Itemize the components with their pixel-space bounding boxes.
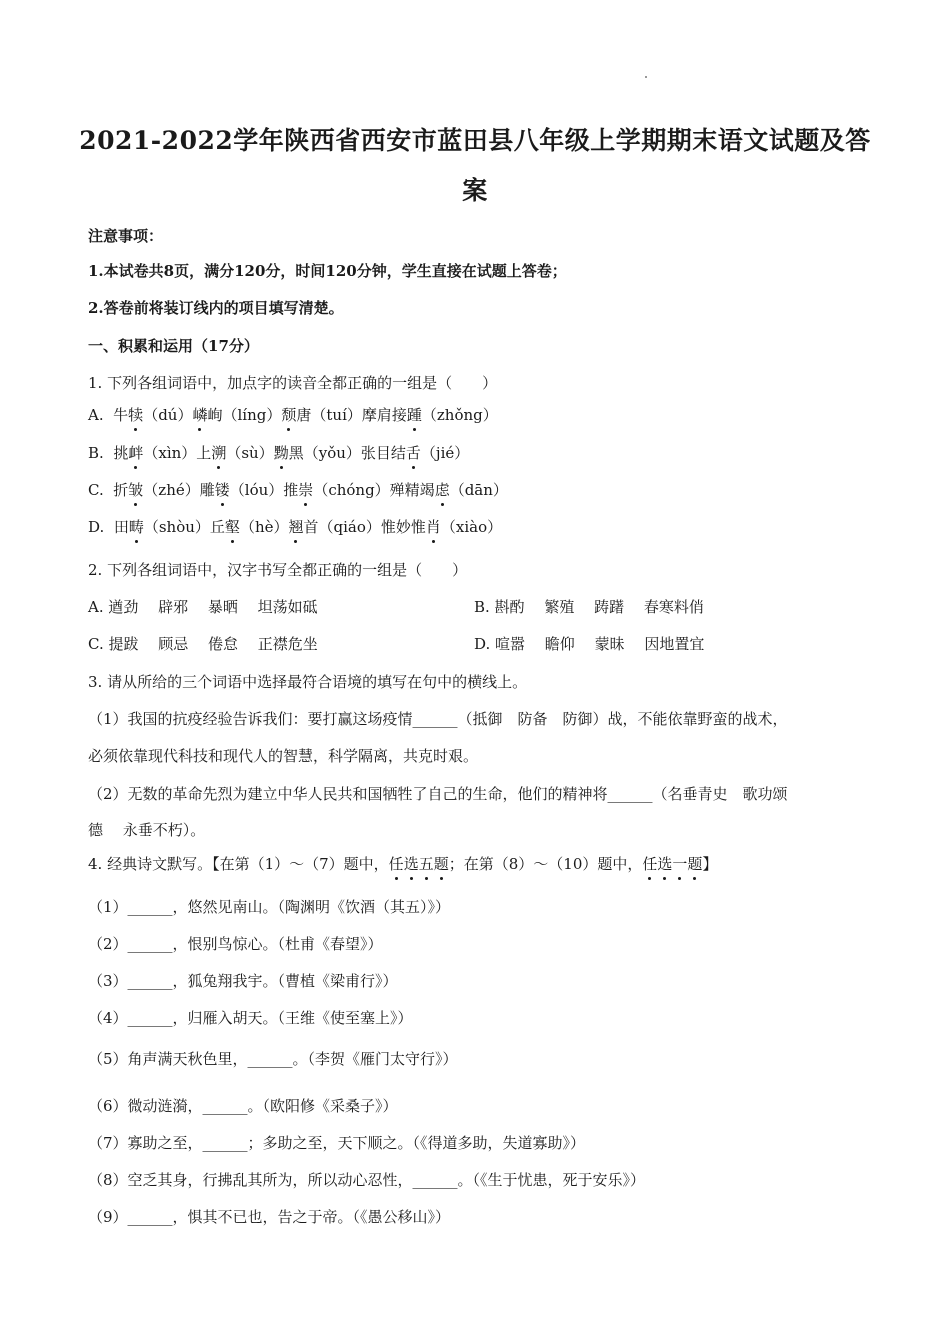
pinyin: （dú） [143,406,193,424]
dotted-char: 一 [672,855,688,873]
question-1-option-a [88,404,498,426]
dotted-char: 虑 [434,481,450,499]
pinyin: （zhǒng） [421,406,498,424]
pinyin: （sù） [226,444,274,462]
question-3-part2-line1: （2）无数的革命先烈为建立中华人民共和国牺牲了自己的生命，他们的精神将______（名垂青史 歌功颂 [88,785,788,803]
question-3-stem: 3. 请从所给的三个词语中选择最符合语境的填写在句中的横线上。 [88,673,528,691]
stem-text: 】 [702,855,718,873]
question-1-option-b [88,442,469,464]
recitation-item-8: （8）空乏其身，行拂乱其所为，所以动心忍性，______。（《生于忧患，死于安乐》） [88,1171,646,1189]
dotted-char: 任 [388,855,404,873]
word-text: 摩肩接 [361,406,407,424]
dotted-char: 崇 [298,481,314,499]
recitation-item-2: （2）______，恨别鸟惊心。（杜甫《春望》） [88,935,383,953]
pinyin: （yǒu） [303,444,361,462]
word-text: 牛 [113,406,129,424]
question-2-option-d: D. 喧嚣 瞻仰 蒙昧 因地置宜 [474,635,705,653]
question-1-option-c [88,479,508,501]
word-text: 折 [113,481,129,499]
question-1-option-d [88,516,502,538]
section-heading: 一、积累和运用（17分） [88,337,259,355]
dotted-char: 镂 [214,481,230,499]
emphasis-choose-five [389,855,449,873]
option-label: A. [88,406,104,424]
question-3-part2-line2: 德 永垂不朽）。 [88,821,206,839]
dotted-char: 衅 [128,444,144,462]
pinyin: （qiáo） [318,518,381,536]
pinyin: （xìn） [143,444,197,462]
pinyin: （lóu） [229,481,284,499]
question-3-part1-line1: （1）我国的抗疫经验告诉我们：要打赢这场疫情______（抵御 防备 防御）战，不能依靠野蛮的战术， [88,710,788,728]
pinyin: （jié） [420,444,470,462]
dotted-char: 畴 [128,518,144,536]
recitation-item-3: （3）______，狐兔翔我宇。（曹植《梁甫行》） [88,972,398,990]
dotted-char: 题 [687,855,703,873]
question-2-option-c: C. 提跋 顾忌 倦怠 正襟危坐 [88,635,318,653]
dotted-char: 翘 [288,518,304,536]
pinyin: （tuí） [311,406,362,424]
notice-heading: 注意事项： [88,227,164,245]
pinyin: （hè） [239,518,289,536]
stem-text: 4. 经典诗文默写。【在第（1）～（7）题中， [88,855,389,873]
dotted-char: 黝 [273,444,289,462]
question-1-stem: 1. 下列各组词语中，加点字的读音全都正确的一组是（ ） [88,374,498,392]
word-text: 挑 [113,444,129,462]
document-title-line2: 案 [462,176,488,205]
word-text: 黑 [288,444,304,462]
pinyin: （dān） [449,481,508,499]
dotted-char: 颓 [281,406,297,424]
dotted-char: 皱 [128,481,144,499]
stem-text: ；在第（8）～（10）题中， [448,855,643,873]
pinyin: （chóng） [313,481,390,499]
dotted-char: 任 [642,855,658,873]
notice-item-2: 2.答卷前将装订线内的项目填写清楚。 [88,299,344,317]
word-text: 上 [196,444,212,462]
word-text: 唐 [296,406,312,424]
pinyin: （líng） [222,406,282,424]
dotted-char: 题 [433,855,449,873]
option-label: C. [88,481,104,499]
word-text: 田 [113,518,129,536]
pinyin: （zhé） [143,481,200,499]
recitation-item-9: （9）______，惧其不已也，告之于帝。（《愚公移山》） [88,1208,451,1226]
word-text: 惟妙惟 [380,518,426,536]
word-text: 张目结 [360,444,406,462]
notice-item-1: 1.本试卷共8页，满分120分，时间120分钟，学生直接在试题上答卷； [88,262,567,280]
word-text: 殚精竭 [389,481,435,499]
option-label: D. [88,518,105,536]
scan-speck [645,76,647,78]
word-text: 首 [303,518,319,536]
dotted-char: 肖 [425,518,441,536]
recitation-item-6: （6）微动涟漪，______。（欧阳修《采桑子》） [88,1097,398,1115]
dotted-char: 舌 [405,444,421,462]
dotted-char: 选 [403,855,419,873]
question-3-part1-line2: 必须依靠现代科技和现代人的智慧，科学隔离，共克时艰。 [88,747,479,765]
word-text: 丘 [209,518,225,536]
word-text: 峋 [207,406,223,424]
dotted-char: 犊 [128,406,144,424]
option-label: B. [88,444,104,462]
dotted-char: 壑 [224,518,240,536]
question-2-option-b: B. 斟酌 繁殖 踌躇 春寒料俏 [474,598,704,616]
recitation-item-4: （4）______，归雁入胡天。（王维《使至塞上》） [88,1009,413,1027]
dotted-char: 溯 [211,444,227,462]
dotted-char: 五 [418,855,434,873]
question-2-option-a: A. 遒劲 辟邪 暴晒 坦荡如砥 [88,598,318,616]
pinyin: （xiào） [440,518,503,536]
question-2-stem: 2. 下列各组词语中，汉字书写全都正确的一组是（ ） [88,561,468,579]
dotted-char: 嶙 [192,406,208,424]
pinyin: （shòu） [143,518,210,536]
dotted-char: 踵 [406,406,422,424]
recitation-item-5: （5）角声满天秋色里，______。（李贺《雁门太守行》） [88,1050,458,1068]
question-4-stem [88,853,717,875]
dotted-char: 选 [657,855,673,873]
document-title-line1: 2021-2022学年陕西省西安市蓝田县八年级上学期期末语文试题及答 [79,126,871,155]
word-text: 雕 [199,481,215,499]
recitation-item-1: （1）______，悠然见南山。（陶渊明《饮酒（其五）》） [88,898,451,916]
emphasis-choose-one [642,855,702,873]
word-text: 推 [283,481,299,499]
recitation-item-7: （7）寡助之至，______；多助之至，天下顺之。（《得道多助，失道寡助》） [88,1134,586,1152]
